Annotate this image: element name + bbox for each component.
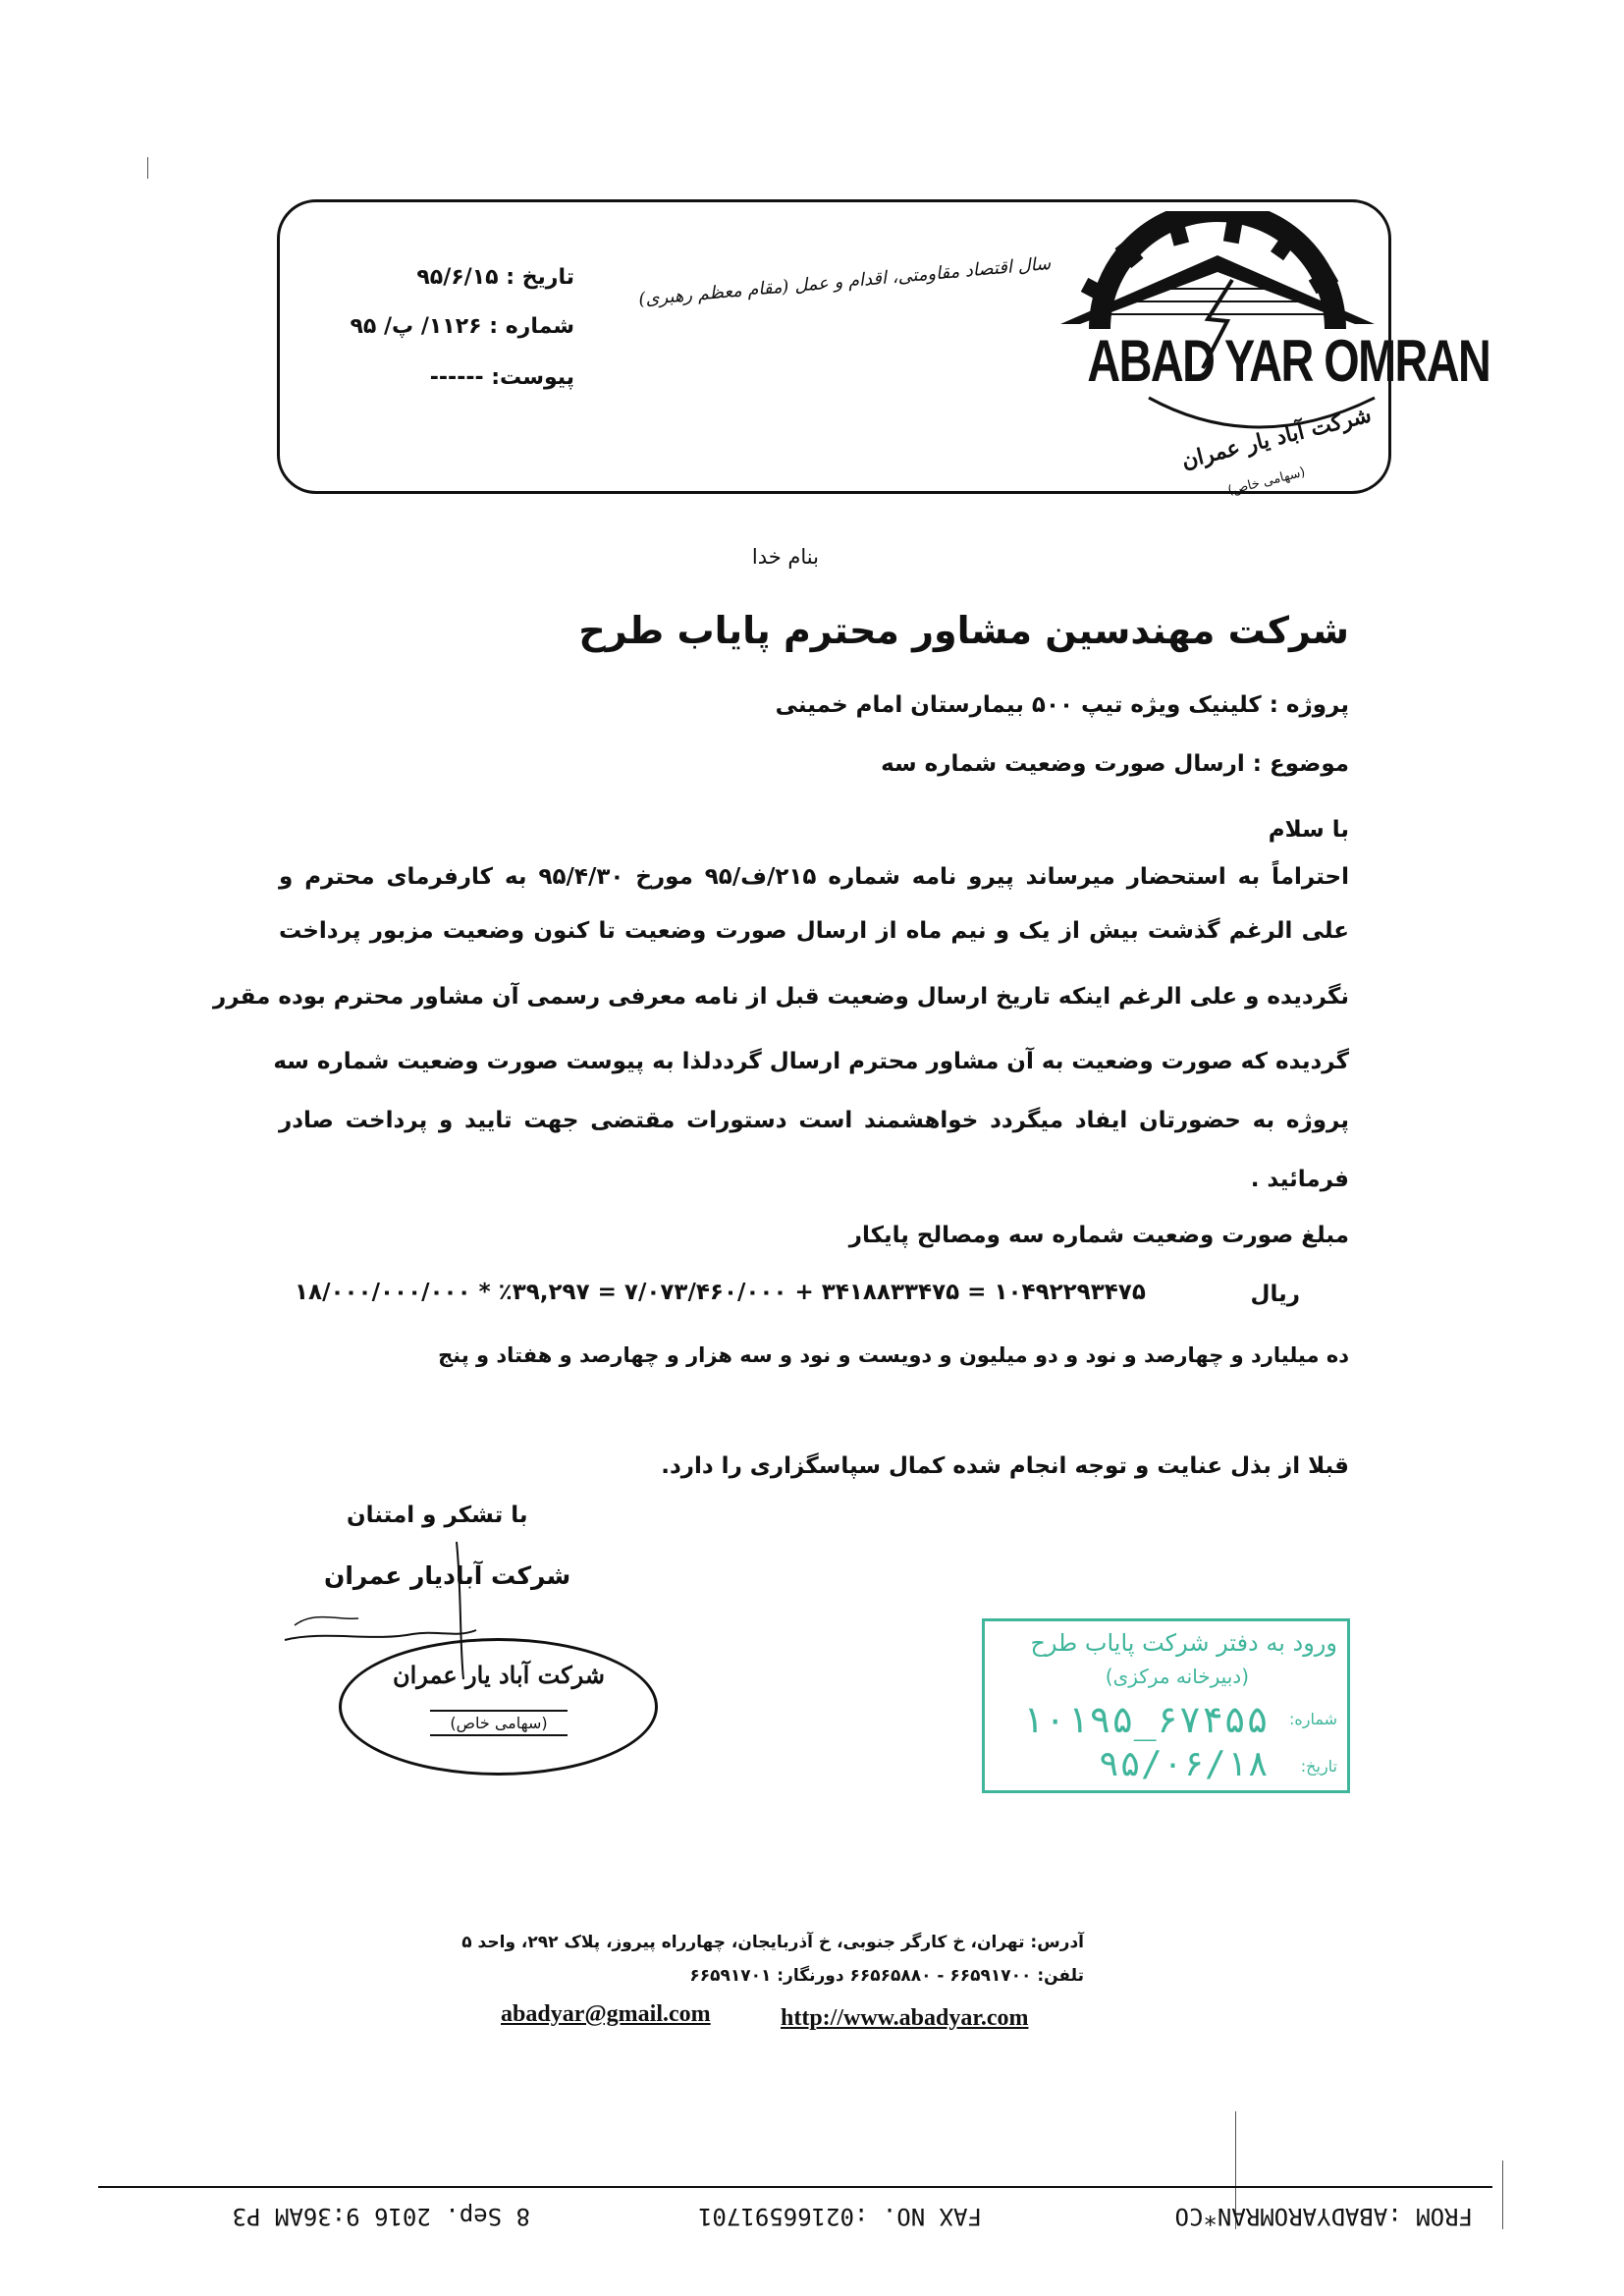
footer-website-link[interactable]: http://www.abadyar.com (781, 2005, 1029, 2031)
footer-email-link[interactable]: abadyar@gmail.com (501, 2001, 711, 2027)
footer-address: آدرس: تهران، خ کارگر جنوبی، خ آذربایجان، چهارراه پیروز، پلاک ۲۹۲، واحد ۵ (461, 1933, 1084, 1952)
letter-number: شماره : ۱۱۲۶/ پ/ ۹۵ (350, 314, 574, 339)
scan-mark (147, 157, 148, 179)
closing-line: قبلا از بذل عنایت و توجه انجام شده کمال سپاسگزاری را دارد. (661, 1453, 1349, 1479)
receipt-number-label: شماره: (1288, 1710, 1337, 1728)
footer-phones: تلفن: ۶۶۵۹۱۷۰۰ - ۶۶۵۶۵۸۸۰ دورنگار: ۶۶۵۹۱۷۰۱ (689, 1966, 1084, 1986)
year-motto: سال اقتصاد مقاومتی، اقدام و عمل (مقام معظم رهبری) (637, 253, 1052, 310)
fax-date-time: 8 Sep. 2016 9:36AM P3 (232, 2203, 530, 2230)
company-stamp (339, 1638, 658, 1776)
fax-from: FROM :ABADYAROMRAN*CO (1174, 2203, 1473, 2230)
company-logo (1041, 211, 1490, 516)
body-line: نگردیده و علی الرغم اینکه تاریخ ارسال وضعیت قبل از نامه معرفی رسمی آن مشاور محترم بوده مقرر (213, 984, 1349, 1010)
greeting: با سلام (1268, 817, 1349, 843)
currency-label: ریال (1250, 1282, 1300, 1307)
amount-label: مبلغ صورت وضعیت شماره سه ومصالح پایکار (848, 1223, 1349, 1248)
logo-wordmark: ABAD YAR OMRAN (1087, 328, 1490, 394)
subject-line: موضوع : ارسال صورت وضعیت شماره سه (881, 751, 1349, 777)
body-line: احتراماً به استحضار میرساند پیرو نامه شماره ۲۱۵/ف/۹۵ مورخ ۹۵/۴/۳۰ به کارفرمای محترم و (279, 864, 1350, 890)
receipt-number: ۱۰۱۹۵_۶۷۴۵۵ (1021, 1698, 1269, 1741)
signer-company: شرکت آبادیار عمران (324, 1561, 571, 1590)
receipt-stamp-subtitle: (دبیرخانه مرکزی) (1105, 1665, 1249, 1688)
logo-company-name: شرکت آباد یار عمران (1178, 402, 1375, 474)
body-line: پروژه به حضورتان ایفاد میگردد خواهشمند است دستورات مقتضی جهت تایید و پرداخت صادر (279, 1108, 1349, 1133)
logo-company-type: (سهامی خاص) (1226, 465, 1307, 499)
fax-header (157, 2196, 1473, 2235)
receipt-date: ۹۵/۰۶/۱۸ (1098, 1744, 1269, 1784)
amount-formula: ۱۸/۰۰۰/۰۰۰/۰۰۰ * ٪۳۹,۲۹۷ = ۷/۰۷۳/۴۶۰/۰۰۰ + ۳۴۱۸۸۳۳۴۷۵ = ۱۰۴۹۲۲۹۳۴۷۵ (295, 1280, 1146, 1305)
letter-attachment: پیوست: ------ (429, 365, 574, 390)
project-line: پروژه : کلینیک ویژه تیپ ۵۰۰ بیمارستان امام خمینی (775, 692, 1349, 718)
receipt-date-label: تاریخ: (1300, 1757, 1337, 1776)
fax-number: FAX NO. :02166591701 (698, 2203, 982, 2230)
fax-divider (98, 2186, 1492, 2188)
stamp-company-name: شرکت آباد یار عمران (392, 1661, 606, 1689)
basmala: بنام خدا (751, 545, 819, 569)
letter-date: تاریخ : ۹۵/۶/۱۵ (416, 265, 574, 290)
recipient: شرکت مهندسین مشاور محترم پایاب طرح (578, 609, 1349, 652)
body-line: فرمائید . (1250, 1167, 1349, 1192)
receipt-stamp (982, 1618, 1350, 1793)
amount-in-words: ده میلیارد و چهارصد و نود و دو میلیون و دویست و نود و سه هزار و چهارصد و هفتاد و پنج (438, 1343, 1349, 1367)
thanks-line: با تشکر و امتنان (347, 1503, 528, 1528)
receipt-stamp-title: ورود به دفتر شرکت پایاب طرح (1030, 1629, 1337, 1657)
body-line: گردیده که صورت وضعیت به آن مشاور محترم ارسال گرددلذا به پیوست صورت وضعیت شماره سه (273, 1049, 1349, 1074)
stamp-company-type: (سهامی خاص) (430, 1710, 568, 1736)
body-line: علی الرغم گذشت بیش از یک و نیم ماه از ارسال صورت وضعیت تا کنون وضعیت مزبور پرداخت (279, 918, 1349, 944)
scan-mark (1502, 2160, 1503, 2229)
